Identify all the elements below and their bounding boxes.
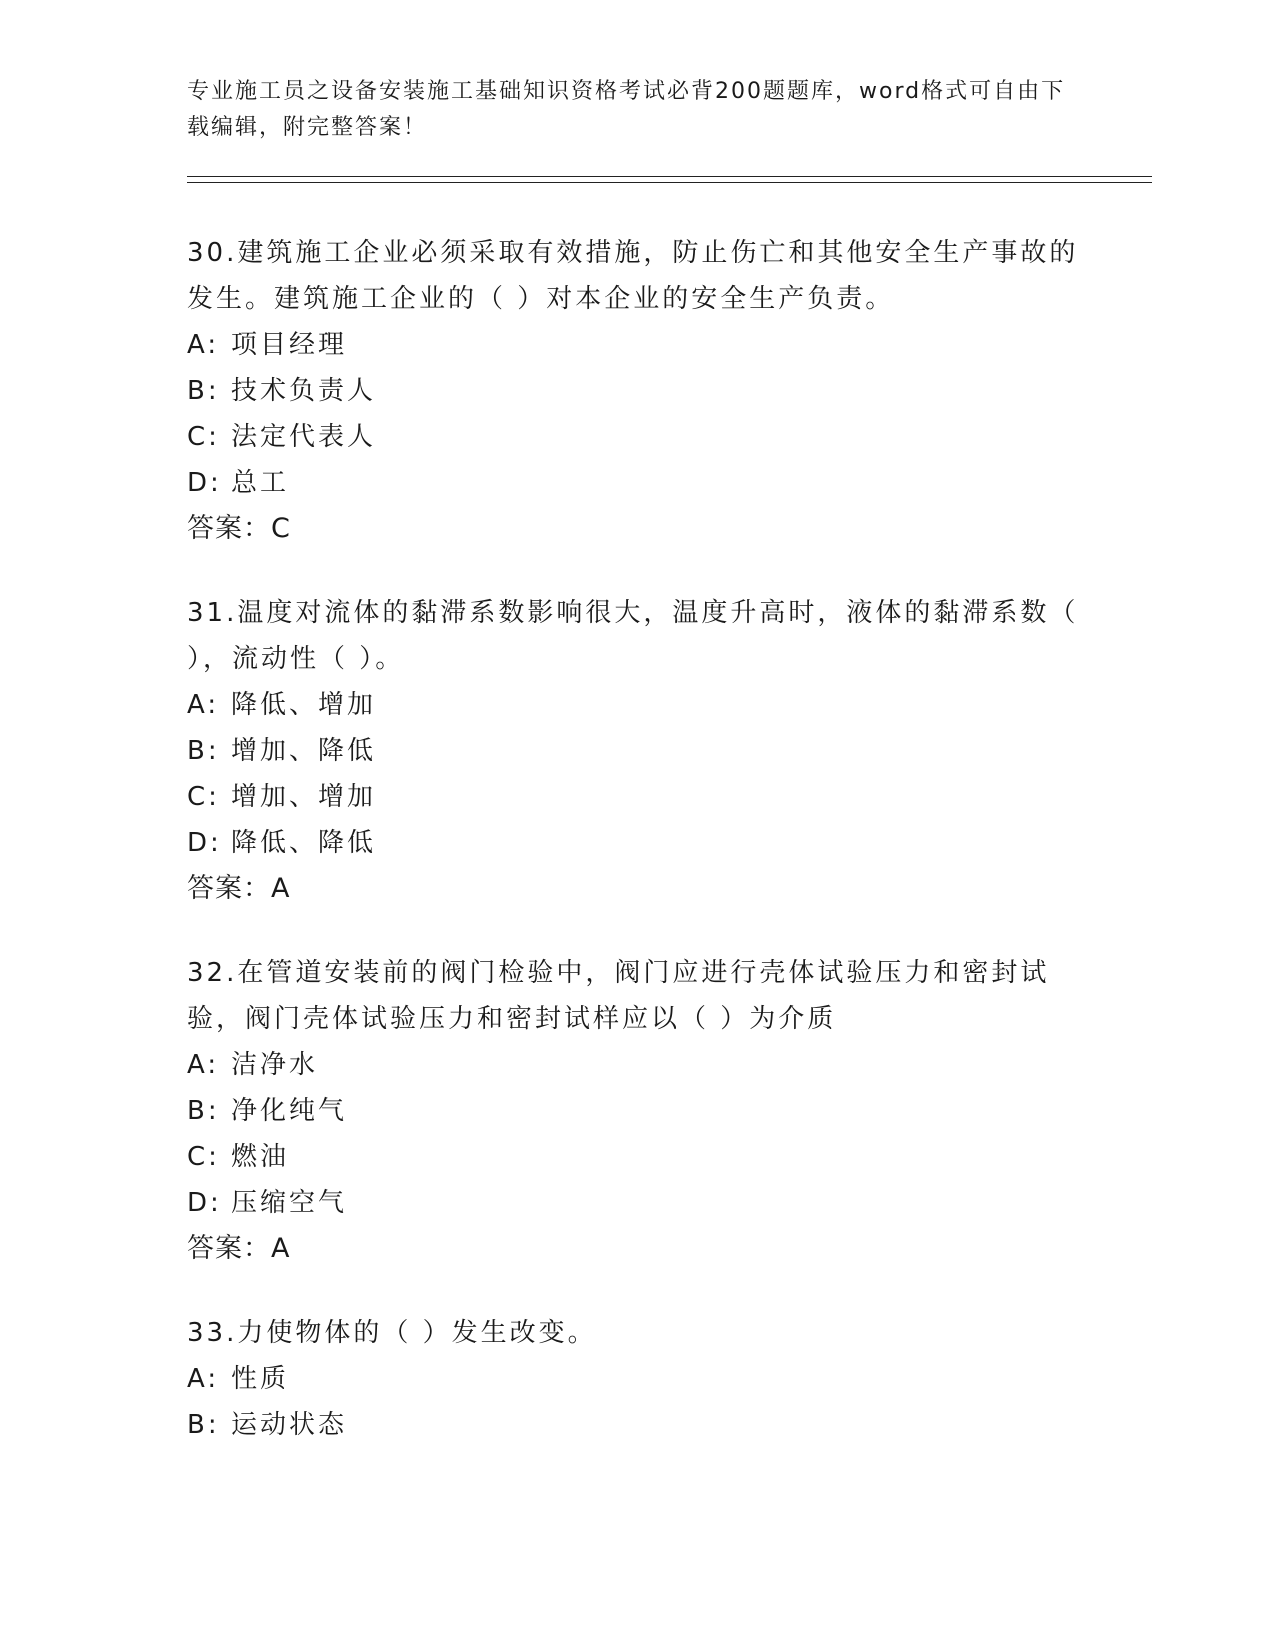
option-text: 增加、降低 (231, 736, 377, 766)
option-text: 净化纯气 (231, 1096, 348, 1126)
option-text: 法定代表人 (231, 422, 377, 452)
option-letter: D: (187, 468, 222, 498)
question-stem: 31.温度对流体的黏滞系数影响很大，温度升高时，液体的黏滞系数（ ），流动性（ ）。 (187, 598, 1079, 674)
option-c (187, 414, 1087, 460)
option-letter: A: (187, 1050, 220, 1080)
option-text: 洁净水 (231, 1050, 319, 1080)
option-letter: B: (187, 376, 220, 406)
option-text: 降低、增加 (231, 690, 377, 720)
option-a (187, 1042, 1087, 1088)
option-letter: A: (187, 330, 220, 360)
option-d (187, 820, 1087, 866)
option-text: 增加、增加 (231, 782, 377, 812)
option-letter: A: (187, 690, 220, 720)
answer: 答案：A (187, 1233, 291, 1264)
option-text: 项目经理 (231, 330, 348, 360)
option-d (187, 460, 1087, 506)
option-a (187, 1356, 1087, 1402)
question-30 (187, 230, 1087, 552)
option-letter: B: (187, 1096, 220, 1126)
option-b (187, 1088, 1087, 1134)
option-b (187, 728, 1087, 774)
header-text: 专业施工员之设备安装施工基础知识资格考试必背200题题库，word格式可自由下载编辑，附完整答案！ (187, 79, 1066, 140)
option-letter: C: (187, 1142, 220, 1172)
option-letter: B: (187, 1410, 220, 1440)
option-text: 总工 (231, 468, 290, 498)
option-text: 降低、降低 (231, 828, 377, 858)
question-32 (187, 950, 1087, 1272)
question-stem: 30.建筑施工企业必须采取有效措施，防止伤亡和其他安全生产事故的发生。建筑施工企业的（ ）对本企业的安全生产负责。 (187, 238, 1079, 314)
option-text: 性质 (231, 1364, 290, 1394)
option-d (187, 1180, 1087, 1226)
question-stem: 33.力使物体的（ ）发生改变。 (187, 1318, 597, 1348)
option-letter: D: (187, 1188, 222, 1218)
option-letter: D: (187, 828, 222, 858)
option-letter: B: (187, 736, 220, 766)
question-stem: 32.在管道安装前的阀门检验中，阀门应进行壳体试验压力和密封试验，阀门壳体试验压力和密封试样应以（ ）为介质 (187, 958, 1050, 1034)
option-text: 技术负责人 (231, 376, 377, 406)
option-text: 运动状态 (231, 1410, 348, 1440)
option-c (187, 1134, 1087, 1180)
header-divider-top (187, 176, 1152, 177)
option-letter: C: (187, 422, 220, 452)
option-letter: C: (187, 782, 220, 812)
option-b (187, 368, 1087, 414)
answer: 答案：A (187, 873, 291, 904)
option-a (187, 682, 1087, 728)
answer: 答案：C (187, 513, 291, 544)
option-text: 燃油 (231, 1142, 290, 1172)
option-c (187, 774, 1087, 820)
question-33 (187, 1310, 1087, 1448)
option-letter: A: (187, 1364, 220, 1394)
question-31 (187, 590, 1087, 912)
option-a (187, 322, 1087, 368)
option-b (187, 1402, 1087, 1448)
header-divider-bottom (187, 182, 1152, 183)
document-header (187, 74, 1067, 146)
option-text: 压缩空气 (231, 1188, 348, 1218)
